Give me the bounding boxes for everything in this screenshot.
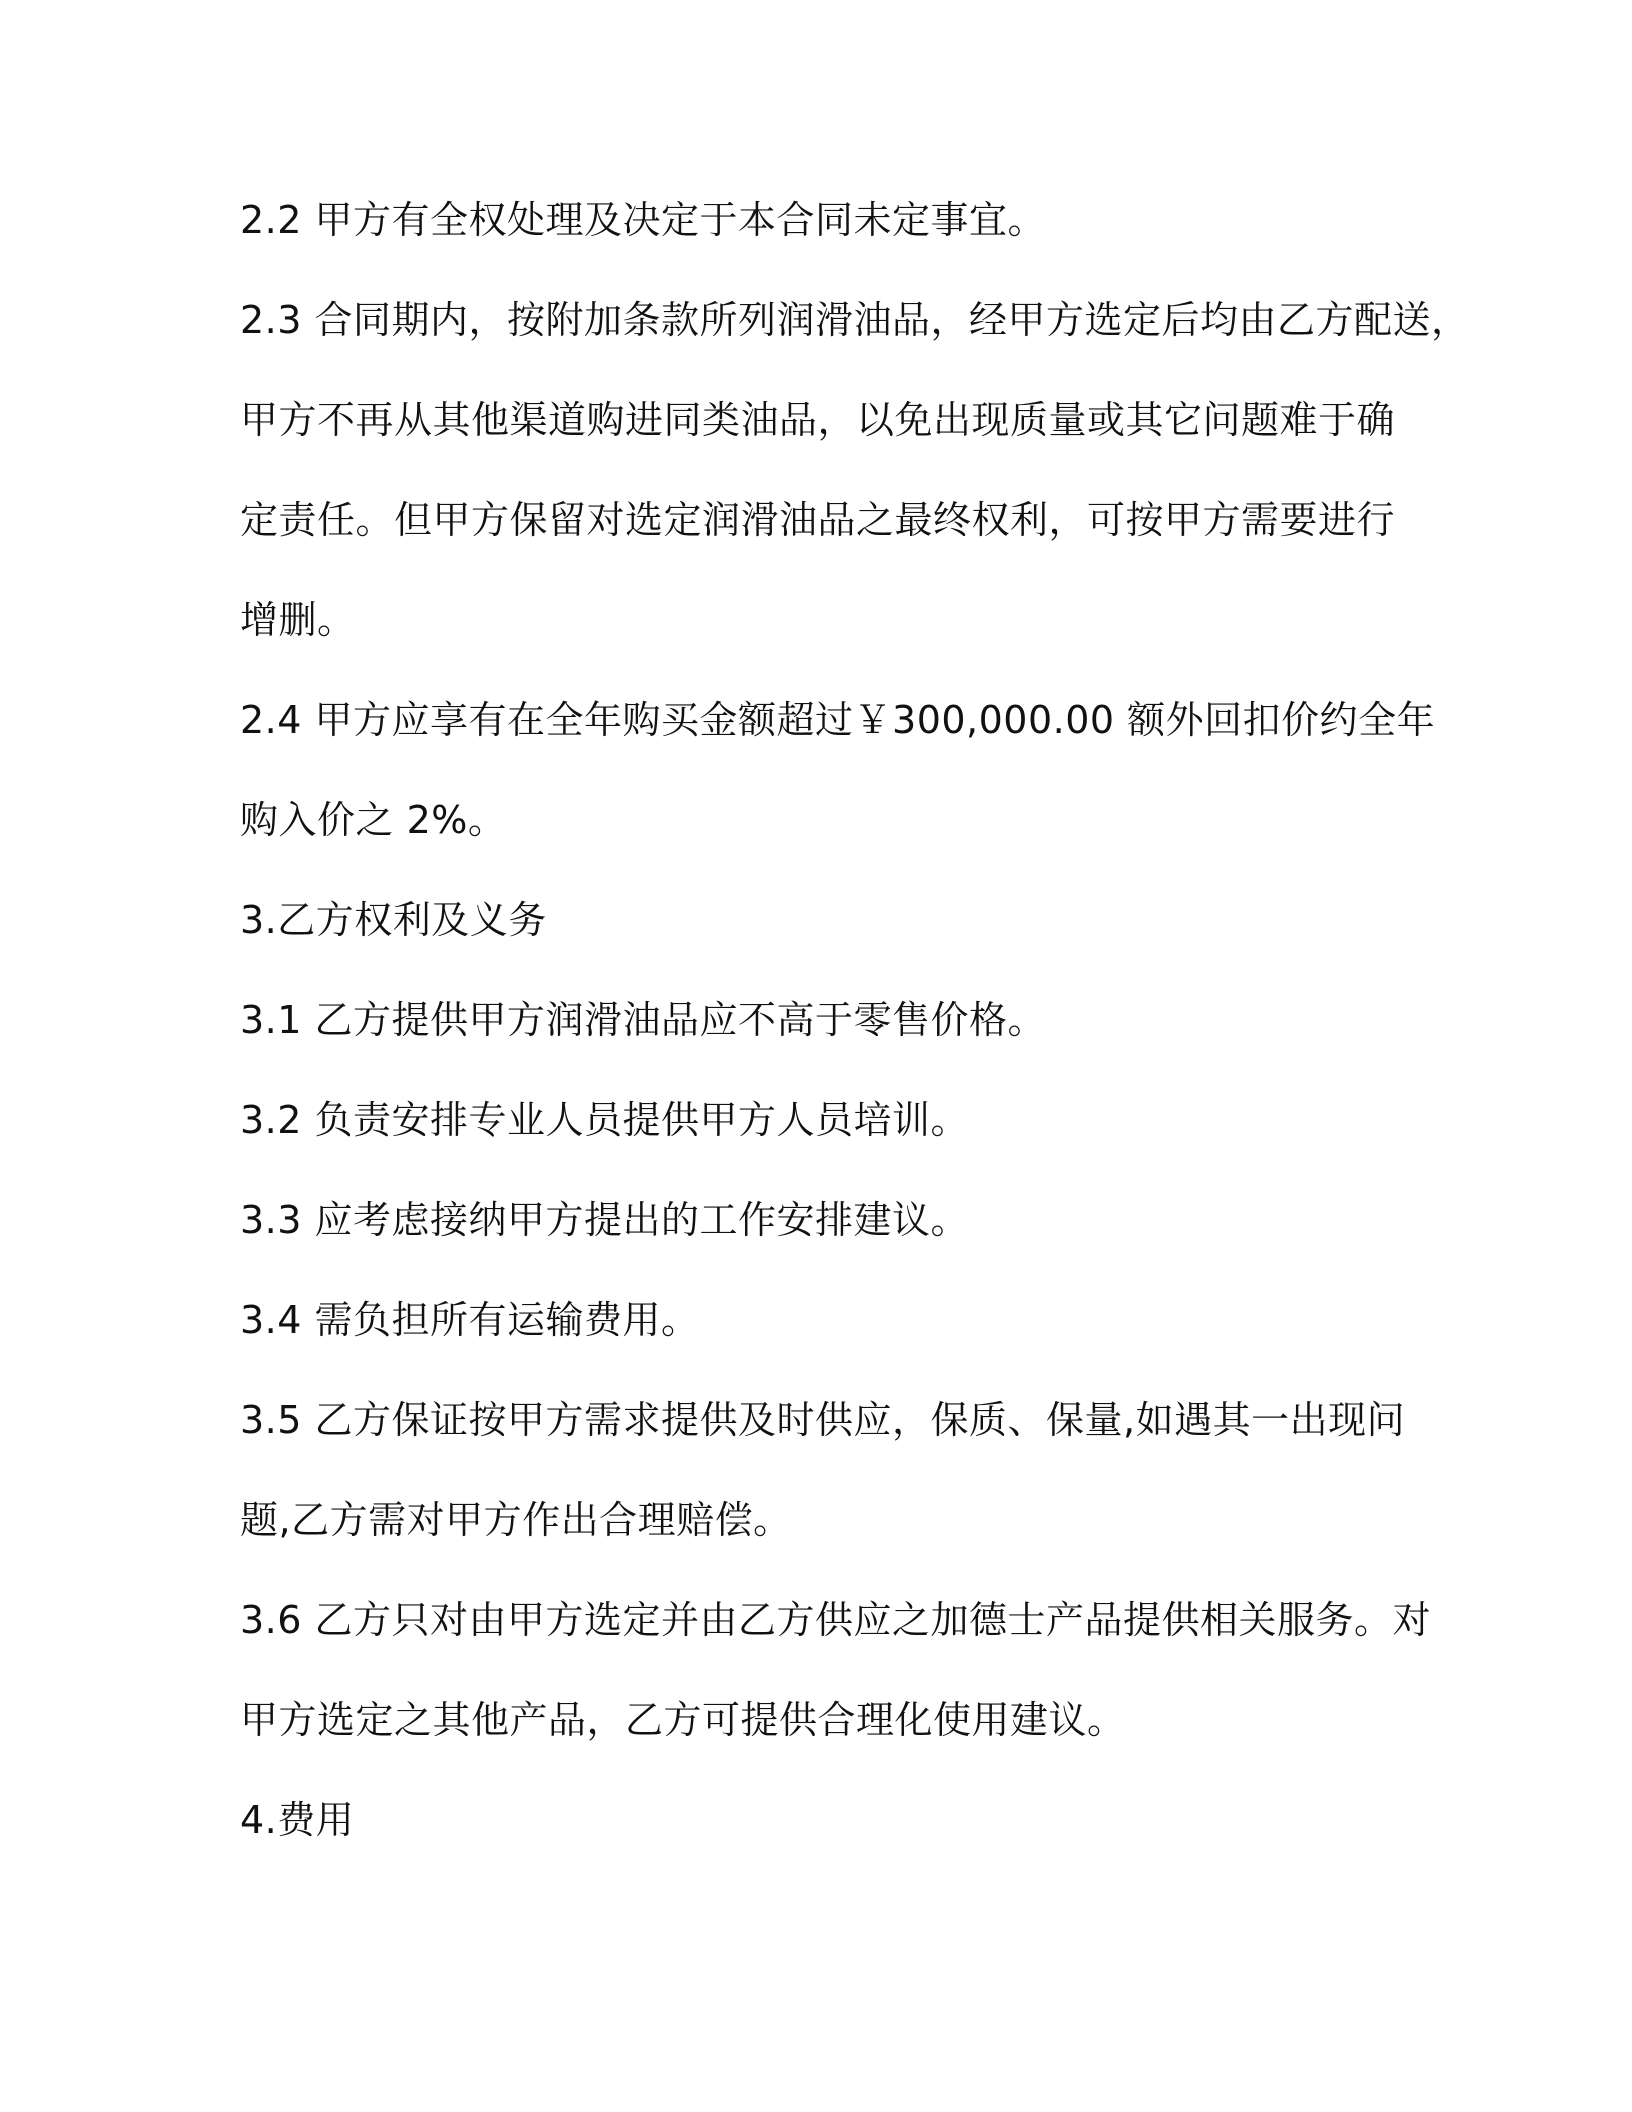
clause-3-3: 3.3 应考虑接纳甲方提出的工作安排建议。 xyxy=(240,1198,970,1242)
clause-2-4-line-2: 购入价之 2%。 xyxy=(240,798,507,842)
clause-3-6-line-2: 甲方选定之其他产品，乙方可提供合理化使用建议。 xyxy=(240,1698,1126,1742)
clause-3-5-line-1: 3.5 乙方保证按甲方需求提供及时供应，保质、保量,如遇其一出现问 xyxy=(240,1398,1406,1442)
section-3-heading: 3.乙方权利及义务 xyxy=(240,898,547,942)
clause-2-4-line-1: 2.4 甲方应享有在全年购买金额超过￥300,000.00 额外回扣价约全年 xyxy=(240,698,1436,742)
clause-2-3-line-3: 定责任。但甲方保留对选定润滑油品之最终权利，可按甲方需要进行 xyxy=(240,498,1396,542)
clause-2-3-line-1: 2.3 合同期内，按附加条款所列润滑油品，经甲方选定后均由乙方配送， xyxy=(240,298,1470,342)
clause-2-3-line-2: 甲方不再从其他渠道购进同类油品，以免出现质量或其它问题难于确 xyxy=(240,398,1396,442)
clause-3-4: 3.4 需负担所有运输费用。 xyxy=(240,1298,700,1342)
clause-2-3-line-4: 增删。 xyxy=(240,598,356,642)
clause-3-5-line-2: 题,乙方需对甲方作出合理赔偿。 xyxy=(240,1498,792,1542)
clause-3-1: 3.1 乙方提供甲方润滑油品应不高于零售价格。 xyxy=(240,998,1047,1042)
clause-2-2: 2.2 甲方有全权处理及决定于本合同未定事宜。 xyxy=(240,198,1047,242)
section-4-heading: 4.费用 xyxy=(240,1798,355,1842)
clause-3-2: 3.2 负责安排专业人员提供甲方人员培训。 xyxy=(240,1098,970,1142)
clause-3-6-line-1: 3.6 乙方只对由甲方选定并由乙方供应之加德士产品提供相关服务。对 xyxy=(240,1598,1432,1642)
